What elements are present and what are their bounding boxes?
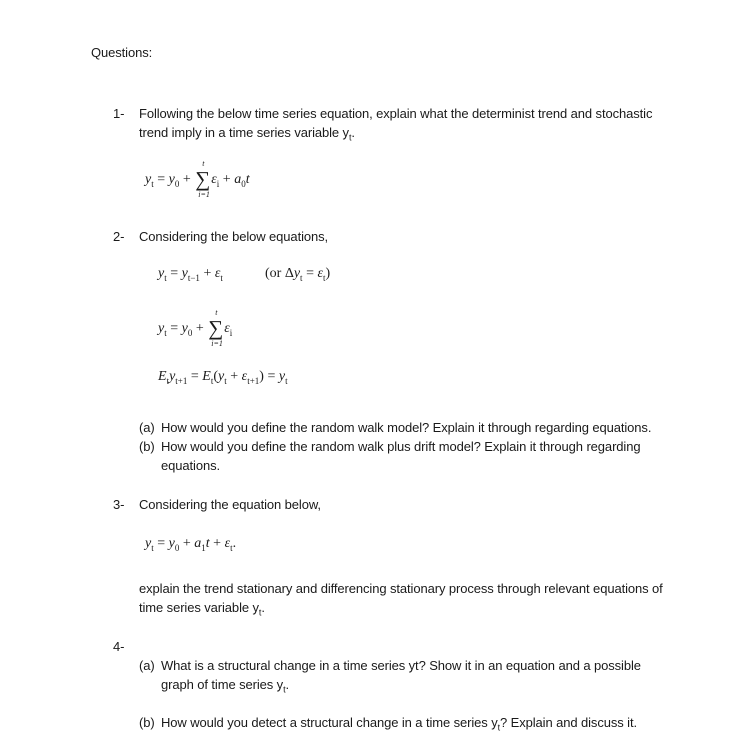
question-4b-text: How would you detect a structural change in a time series $y_t$? Explain and discuss it. (161, 715, 637, 733)
page-title: Questions: (91, 45, 153, 60)
question-2-number: 2- (113, 229, 125, 244)
equation-random-walk-difference: (or $\Delta y_t = \varepsilon_t$) (265, 266, 331, 283)
question-2-text: Considering the below equations, (139, 229, 329, 244)
question-1-line-2: trend imply in a time series variable $y_t$. (139, 125, 355, 143)
question-2a-label: (a) (139, 420, 155, 435)
equation-random-walk: $y_t = y_{t-1} + \varepsilon_t$ (158, 266, 223, 283)
question-2b-line-1: How would you define the random walk plus drift model? Explain it through regarding (161, 439, 641, 454)
question-1-line-1: Following the below time series equation, explain what the determinist trend and stochastic (139, 106, 653, 121)
question-4a-label: (a) (139, 658, 155, 673)
question-2a-text: How would you define the random walk model? Explain it through regarding equations. (161, 420, 652, 435)
question-2b-line-2: equations. (161, 458, 220, 473)
question-4a-line-1: What is a structural change in a time series yt? Show it in an equation and a possible (161, 658, 641, 673)
question-3-text: Considering the equation below, (139, 497, 321, 512)
equation-trend-stationary: $y_t = y_0 + a_1t + \varepsilon_t$. (145, 536, 237, 553)
question-3-after-line-1: explain the trend stationary and differencing stationary process through relevant equations of (139, 581, 663, 596)
question-4a-line-2: graph of time series $y_t$. (161, 677, 289, 695)
question-2b-label: (b) (139, 439, 155, 454)
question-1-number: 1- (113, 106, 125, 121)
equation-conditional-expectation: $E_ty_{t+1} = E_t(y_t + \varepsilon_{t+1}) = y_t$ (158, 369, 288, 386)
question-4b-label: (b) (139, 715, 155, 730)
question-3-number: 3- (113, 497, 125, 512)
equation-deterministic-stochastic-trend: $y_t = y_0$ + ∑ t i=1 $\varepsilon_i + a_0t$ (145, 159, 250, 199)
equation-random-walk-sum: $y_t = y_0$ + ∑ t i=1 $\varepsilon_i$ (158, 308, 233, 348)
question-4-number: 4- (113, 639, 125, 654)
question-3-after-line-2: time series variable $y_t$. (139, 600, 265, 618)
